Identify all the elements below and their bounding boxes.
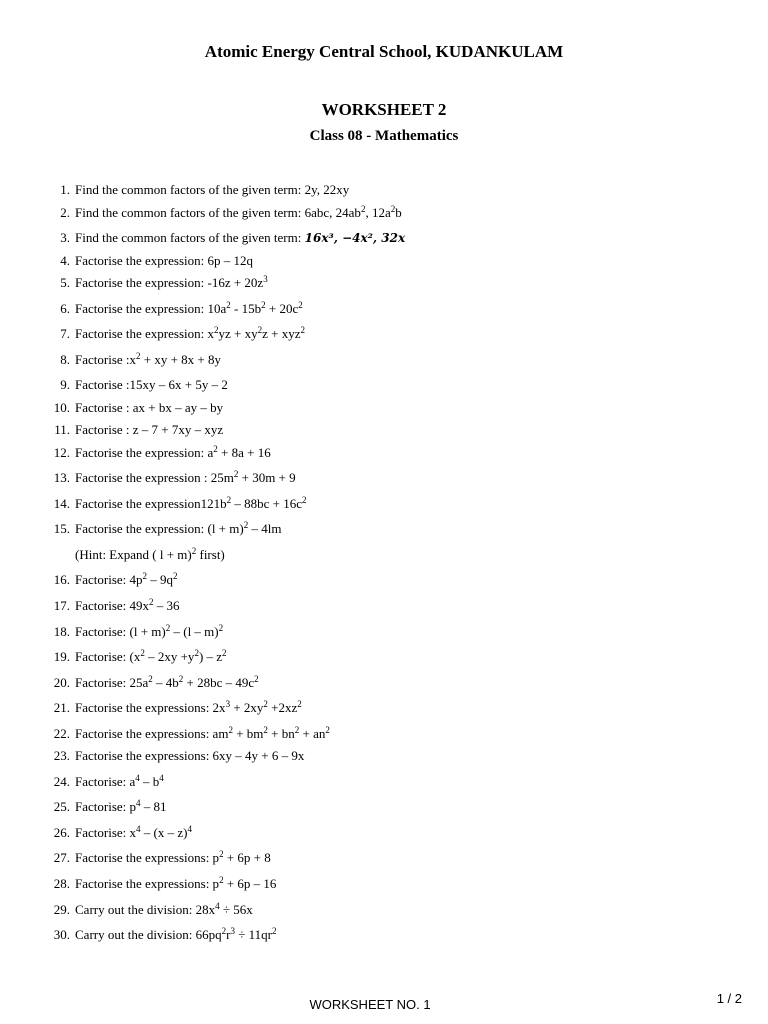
question-text xyxy=(75,350,221,370)
text-segment: Factorise the expression: a xyxy=(75,444,214,460)
text-segment: + 20c xyxy=(265,300,299,316)
text-segment: Factorise: 49x xyxy=(75,598,150,614)
question-number: 28. xyxy=(53,875,70,891)
list-item xyxy=(0,180,768,203)
footer-label: WORKSHEET NO. 1 xyxy=(309,997,431,1012)
list-item xyxy=(0,698,768,724)
text-segment: – 88bc + 16c xyxy=(231,495,303,511)
text-segment: Carry out the division: 66pq xyxy=(75,927,222,943)
text-segment: – 36 xyxy=(153,598,180,614)
question-text xyxy=(75,622,223,642)
exponent: 2 xyxy=(271,926,277,937)
list-item xyxy=(0,228,768,251)
text-segment: + bn xyxy=(267,725,295,741)
question-number: 9. xyxy=(60,377,70,393)
exponent: 2 xyxy=(226,299,231,310)
list-item xyxy=(0,273,768,299)
question-text xyxy=(75,203,402,223)
question-number: 12. xyxy=(53,444,70,460)
text-segment: Factorise the expression: x xyxy=(75,326,214,342)
text-segment: – 2xy +y xyxy=(144,649,195,665)
text-segment: Factorise :x xyxy=(75,351,137,367)
question-text xyxy=(75,900,253,920)
question-text xyxy=(75,468,296,488)
exponent: 2 xyxy=(136,350,141,361)
text-segment: ) – z xyxy=(198,649,223,665)
text-segment: Factorise : ax + bx – ay – by xyxy=(75,399,224,415)
text-segment: Factorise :15xy – 6x + 5y – 2 xyxy=(75,377,228,393)
text-segment: Factorise : z – 7 + 7xy – xyz xyxy=(75,422,224,438)
question-number: 20. xyxy=(53,674,70,690)
math-expression: 16x³, −4x², 32x xyxy=(304,231,406,246)
list-item xyxy=(0,673,768,699)
school-name: Atomic Energy Central School, KUDANKULAM xyxy=(204,42,564,61)
exponent: 2 xyxy=(360,203,366,214)
text-segment: (Hint: Expand ( l + m) xyxy=(75,546,192,562)
text-segment: , 12a xyxy=(365,204,391,220)
exponent: 2 xyxy=(222,648,227,659)
question-text xyxy=(75,420,223,440)
text-segment: ÷ 11qr xyxy=(234,927,272,943)
text-segment: Factorise: a xyxy=(75,773,136,789)
question-text xyxy=(75,443,271,463)
text-segment: + 2xy xyxy=(230,700,264,716)
text-segment: Factorise the expression : 25m xyxy=(75,470,234,486)
exponent: 2 xyxy=(233,469,239,480)
list-item xyxy=(0,823,768,849)
question-text xyxy=(75,724,330,744)
question-number: 16. xyxy=(53,572,70,588)
question-text xyxy=(75,647,227,667)
text-segment: Factorise the expressions: p xyxy=(75,875,220,891)
question-number: 5. xyxy=(60,275,70,291)
exponent: 2 xyxy=(261,299,266,310)
page-number: 1 / 2 xyxy=(716,991,742,1006)
list-item xyxy=(0,443,768,469)
text-segment: ÷ 56x xyxy=(219,901,253,917)
list-item xyxy=(0,925,768,951)
text-segment: b xyxy=(395,204,402,220)
exponent: 4 xyxy=(159,772,164,783)
list-item xyxy=(0,203,768,229)
exponent: 4 xyxy=(215,900,220,911)
question-text xyxy=(75,823,192,843)
question-number: 22. xyxy=(53,725,70,741)
question-text xyxy=(75,324,305,344)
text-segment: – (l – m) xyxy=(170,623,219,639)
exponent: 2 xyxy=(178,673,184,684)
question-text xyxy=(75,398,223,418)
class-subject: Class 08 - Mathematics xyxy=(309,128,459,144)
question-number: 25. xyxy=(53,799,70,815)
list-item xyxy=(0,251,768,274)
question-text xyxy=(75,273,268,293)
list-item xyxy=(0,324,768,350)
exponent: 2 xyxy=(302,494,307,505)
question-text xyxy=(75,375,228,395)
text-segment: + bm xyxy=(232,725,264,741)
list-item xyxy=(0,299,768,325)
text-segment: Factorise the expressions: am xyxy=(75,725,229,741)
list-item xyxy=(0,874,768,900)
text-segment: + 6p + 8 xyxy=(223,850,271,866)
question-number: 23. xyxy=(53,748,70,764)
worksheet-title: WORKSHEET 2 xyxy=(321,100,447,119)
list-item xyxy=(0,622,768,648)
question-text xyxy=(75,494,307,514)
text-segment: +2xz xyxy=(267,700,298,716)
question-number: 7. xyxy=(60,326,70,342)
exponent: 2 xyxy=(219,874,224,885)
list-item xyxy=(0,375,768,398)
text-segment: – 4b xyxy=(152,674,179,690)
text-segment: Factorise the expressions: p xyxy=(75,850,220,866)
text-segment: Factorise the expression: 6p – 12q xyxy=(75,252,253,268)
list-item xyxy=(0,420,768,443)
exponent: 2 xyxy=(257,325,263,336)
text-segment: Factorise: (l + m) xyxy=(75,623,166,639)
list-item xyxy=(0,900,768,926)
exponent: 2 xyxy=(300,325,305,336)
question-number: 17. xyxy=(53,598,70,614)
question-text xyxy=(75,673,259,693)
text-segment: Factorise the expression: (l + m) xyxy=(75,521,244,537)
question-text xyxy=(75,874,276,894)
exponent: 2 xyxy=(194,648,199,659)
list-item xyxy=(0,494,768,520)
list-item xyxy=(0,772,768,798)
question-number: 29. xyxy=(53,901,70,917)
text-segment: + 8a + 16 xyxy=(217,444,271,460)
exponent: 2 xyxy=(191,545,197,556)
question-number: 24. xyxy=(53,773,70,789)
exponent: 2 xyxy=(325,724,330,735)
question-text xyxy=(75,251,253,271)
question-list xyxy=(0,180,768,951)
exponent: 2 xyxy=(148,673,153,684)
exponent: 2 xyxy=(214,325,219,336)
exponent: 4 xyxy=(135,772,140,783)
exponent: 2 xyxy=(294,724,300,735)
text-segment: Find the common factors of the given term: 2y, 22xy xyxy=(75,182,350,197)
list-item xyxy=(0,519,768,545)
text-segment: – b xyxy=(139,773,160,789)
question-number: 1. xyxy=(60,182,70,197)
text-segment: Factorise the expressions: 2x xyxy=(75,700,226,716)
exponent: 2 xyxy=(228,724,233,735)
question-text xyxy=(75,519,281,539)
exponent: 2 xyxy=(297,699,302,710)
text-segment: – 81 xyxy=(140,799,167,815)
text-segment: Factorise: x xyxy=(75,824,137,840)
question-number: 4. xyxy=(60,252,70,268)
question-text xyxy=(75,596,180,616)
question-number: 3. xyxy=(60,230,70,246)
text-segment: r xyxy=(226,927,231,943)
exponent: 2 xyxy=(298,299,303,310)
text-segment: - 15b xyxy=(230,300,262,316)
text-segment: Factorise the expression121b xyxy=(75,495,227,511)
hint-line xyxy=(0,545,768,571)
list-item xyxy=(0,746,768,772)
exponent: 4 xyxy=(136,823,141,834)
exponent: 2 xyxy=(263,699,268,710)
exponent: 2 xyxy=(254,673,259,684)
question-text xyxy=(75,180,349,200)
list-item xyxy=(0,848,768,874)
text-segment: + an xyxy=(299,725,326,741)
question-number: 13. xyxy=(53,470,70,486)
list-item xyxy=(0,468,768,494)
question-number: 6. xyxy=(60,300,70,316)
question-number: 19. xyxy=(53,649,70,665)
question-number: 11. xyxy=(54,422,70,438)
question-text xyxy=(75,698,302,718)
list-item xyxy=(0,398,768,421)
text-segment: + 30m + 9 xyxy=(238,470,296,486)
text-segment: yz + xy xyxy=(218,326,258,342)
exponent: 2 xyxy=(165,622,171,633)
text-segment: Factorise: p xyxy=(75,799,137,815)
question-text xyxy=(75,925,276,945)
text-segment: Factorise: 25a xyxy=(75,674,149,690)
text-segment: + 28bc – 49c xyxy=(183,674,255,690)
question-text xyxy=(75,746,304,766)
exponent: 3 xyxy=(263,274,268,285)
list-item xyxy=(0,350,768,376)
question-number: 14. xyxy=(53,495,70,511)
exponent: 3 xyxy=(225,699,231,710)
question-text xyxy=(75,228,405,248)
list-item xyxy=(0,797,768,823)
text-segment: Factorise the expression: -16z + 20z xyxy=(75,275,264,291)
list-item xyxy=(0,596,768,622)
text-segment: – 9q xyxy=(147,572,174,588)
exponent: 2 xyxy=(173,571,178,582)
exponent: 2 xyxy=(142,571,148,582)
question-text xyxy=(75,848,271,868)
question-number: 10. xyxy=(53,399,70,415)
question-number: 27. xyxy=(53,850,70,866)
exponent: 4 xyxy=(136,798,141,809)
question-text xyxy=(75,570,178,590)
text-segment: Factorise: (x xyxy=(75,649,141,665)
text-segment: – 4lm xyxy=(248,521,282,537)
text-segment: Factorise: 4p xyxy=(75,572,143,588)
exponent: 3 xyxy=(230,926,235,937)
question-number: 21. xyxy=(53,700,70,716)
text-segment: Factorise the expressions: 6xy – 4y + 6 – 9x xyxy=(75,748,305,764)
text-segment: Factorise the expression: 10a xyxy=(75,300,227,316)
exponent: 2 xyxy=(221,926,227,937)
text-segment: Carry out the division: 28x xyxy=(75,901,216,917)
text-segment: + xy + 8x + 8y xyxy=(140,351,222,367)
exponent: 4 xyxy=(187,823,192,834)
question-number: 18. xyxy=(53,623,70,639)
text-segment: – (x – z) xyxy=(140,824,188,840)
question-text xyxy=(75,797,167,817)
exponent: 2 xyxy=(243,520,249,531)
question-number: 15. xyxy=(53,521,70,537)
question-text xyxy=(75,547,225,562)
list-item xyxy=(0,570,768,596)
exponent: 2 xyxy=(149,597,154,608)
text-segment: Find the common factors of the given term: 6abc, 24ab xyxy=(75,204,361,220)
text-segment: + 6p – 16 xyxy=(223,875,277,891)
exponent: 2 xyxy=(219,849,224,860)
exponent: 2 xyxy=(213,443,218,454)
exponent: 2 xyxy=(218,622,224,633)
exponent: 2 xyxy=(390,203,396,214)
list-item xyxy=(0,724,768,747)
exponent: 2 xyxy=(226,494,232,505)
question-number: 26. xyxy=(53,824,70,840)
question-text xyxy=(75,299,303,319)
question-number: 2. xyxy=(60,204,70,220)
question-number: 8. xyxy=(60,351,70,367)
question-text xyxy=(75,772,164,792)
text-segment: first) xyxy=(196,546,225,562)
exponent: 2 xyxy=(263,724,268,735)
text-segment: z + xyz xyxy=(262,326,301,342)
question-number: 30. xyxy=(53,927,70,943)
exponent: 2 xyxy=(140,648,145,659)
list-item xyxy=(0,647,768,673)
text-segment: Find the common factors of the given term: xyxy=(75,230,305,246)
